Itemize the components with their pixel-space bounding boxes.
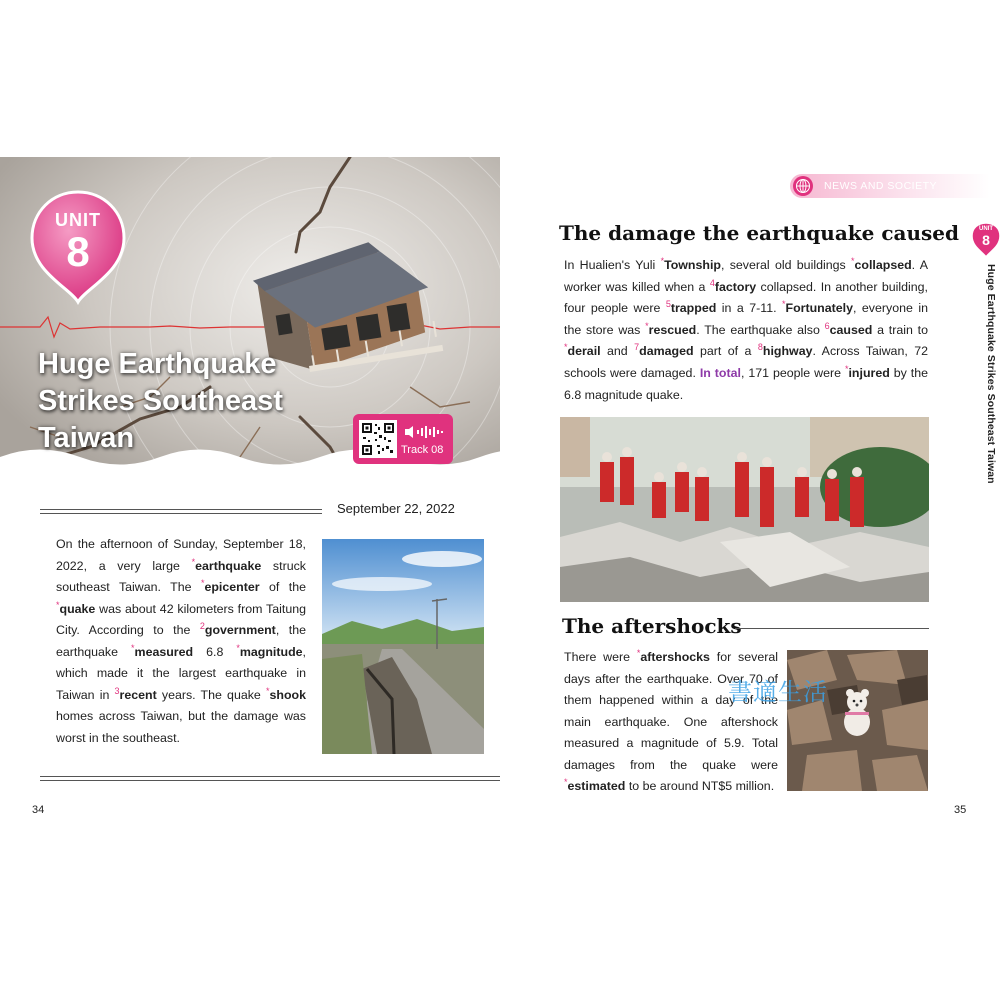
vocab-keyword: measured	[134, 644, 194, 659]
text-run: in a 7-11.	[716, 301, 783, 316]
text-run: , everyone in the store was	[564, 301, 928, 337]
vocab-keyword: Fortunately	[785, 301, 853, 316]
unit-word: UNIT	[55, 210, 101, 230]
text-run: part of a	[693, 344, 758, 359]
bottom-rule-top	[40, 776, 500, 777]
text-run: to be around NT$5 million.	[625, 779, 775, 793]
vocab-marker: *	[200, 577, 205, 588]
text-run: There were	[564, 650, 637, 664]
text-run: homes across Taiwan, but the damage was worst in the southeast.	[56, 709, 306, 745]
text-run: collapsed. In another building, four people were	[564, 279, 928, 316]
article-title	[38, 346, 338, 457]
damage-paragraph	[564, 255, 928, 406]
vocab-keyword: collapsed	[854, 258, 912, 272]
audio-wave-icon	[403, 424, 449, 440]
text-run: and	[600, 344, 635, 359]
vocab-marker: 3	[114, 685, 120, 696]
vocab-marker: *	[660, 255, 665, 266]
track-label: Track 08	[401, 444, 444, 456]
rescue-workers-photo	[560, 417, 929, 602]
vocab-keyword: earthquake	[195, 558, 262, 573]
title-line-1: Huge Earthquake	[38, 348, 277, 380]
vocab-keyword: magnitude	[239, 644, 303, 659]
vocab-marker: 2	[199, 620, 205, 631]
side-running-title: Huge Earthquake Strikes Southeast Taiwan	[985, 264, 997, 484]
watermark-text: 書適生活	[728, 679, 828, 706]
vocab-marker: 6	[824, 320, 830, 331]
vocab-marker: *	[265, 685, 270, 696]
text-run: 6.8	[193, 644, 237, 659]
side-unit-badge	[971, 222, 1000, 258]
intro-paragraph	[56, 534, 306, 749]
text-run: On the afternoon of Sunday, September 18, 2022, a very large	[56, 537, 306, 573]
text-run: In Hualien's Yuli	[564, 258, 661, 272]
vocab-keyword: epicenter	[204, 580, 260, 594]
globe-icon	[792, 175, 814, 197]
text-run: . Across Taiwan, 72 schools were damaged.	[564, 344, 928, 380]
vocab-marker: *	[851, 255, 855, 266]
text-run: years. The quake	[156, 687, 266, 702]
aftershocks-paragraph	[564, 647, 778, 798]
text-run: , 171 people were	[740, 365, 845, 380]
page-number-right: 35	[954, 804, 967, 816]
vocab-keyword: aftershocks	[640, 650, 710, 664]
title-line-2: Strikes Southeast	[38, 385, 283, 417]
section-label: NEWS AND SOCIETY	[824, 180, 938, 192]
vocab-marker: 5	[665, 299, 671, 310]
page-number-left: 34	[32, 804, 45, 816]
vocab-marker: *	[191, 556, 196, 567]
side-unit-number: 8	[982, 232, 990, 248]
audio-track-button[interactable]	[353, 414, 453, 464]
bottom-rule-bottom	[40, 780, 500, 781]
text-run: was about 42 kilometers from Taitung City. According to the	[56, 601, 306, 637]
vocab-marker: 7	[634, 342, 640, 353]
phrase-highlight: In total	[699, 365, 741, 380]
vocab-keyword: factory	[714, 279, 757, 294]
aftershocks-rule	[735, 628, 929, 629]
vocab-marker: *	[131, 642, 135, 653]
article-date: September 22, 2022	[337, 501, 455, 516]
vocab-keyword: quake	[59, 601, 96, 616]
vocab-marker: *	[564, 342, 568, 353]
vocab-marker: *	[636, 647, 641, 658]
text-run: for several days after the earthquake. Over 70 of them happened within a day of the main earthquake. One aftershock measured a magnitude of 5.9. Total damages from the quake were	[564, 650, 778, 772]
cracked-road-image	[322, 539, 484, 754]
vocab-keyword: caused	[829, 322, 873, 337]
section-label-pill	[790, 174, 990, 198]
vocab-keyword: Township	[664, 258, 721, 272]
text-run: a train to	[872, 322, 929, 337]
vocab-marker: *	[645, 320, 649, 331]
vocab-marker: *	[844, 363, 849, 374]
vocab-keyword: estimated	[567, 779, 626, 793]
vocab-keyword: recent	[119, 687, 157, 702]
vocab-keyword: shook	[269, 687, 306, 702]
heading-aftershocks: The aftershocks	[562, 614, 742, 638]
text-run: of the	[259, 580, 306, 594]
title-line-3: Taiwan	[38, 422, 135, 454]
unit-number: 8	[66, 228, 90, 275]
vocab-marker: *	[56, 599, 60, 610]
text-run: by the 6.8 magnitude quake.	[564, 365, 929, 402]
vocab-keyword: derail	[567, 344, 601, 359]
vocab-keyword: injured	[848, 365, 890, 380]
rescue-workers-image	[560, 417, 929, 602]
text-run: . The earthquake also	[696, 322, 825, 337]
text-run: , the earthquake	[56, 623, 306, 659]
vocab-keyword: damaged	[639, 344, 694, 359]
date-rule-top	[40, 509, 322, 510]
date-rule-bottom	[40, 513, 322, 514]
side-unit-word: UNIT	[979, 226, 993, 232]
vocab-keyword: government	[204, 623, 276, 637]
text-run: , which made it the largest earthquake in Taiwan in	[56, 644, 306, 702]
text-run: struck southeast Taiwan. The	[56, 558, 306, 594]
heading-damage: The damage the earthquake caused	[559, 221, 959, 245]
vocab-keyword: trapped	[670, 301, 717, 316]
vocab-marker: 4	[709, 277, 715, 288]
vocab-keyword: rescued	[648, 322, 697, 337]
vocab-marker: *	[236, 642, 240, 653]
vocab-marker: *	[564, 776, 568, 787]
vocab-marker: *	[782, 299, 786, 310]
vocab-keyword: highway	[762, 344, 813, 359]
unit-badge	[30, 190, 130, 305]
vocab-marker: 8	[757, 342, 763, 353]
qr-code-icon[interactable]	[359, 420, 397, 458]
text-run: , several old buildings	[720, 258, 851, 272]
cracked-road-photo	[322, 539, 484, 754]
text-run: . A worker was killed when a	[564, 258, 928, 294]
